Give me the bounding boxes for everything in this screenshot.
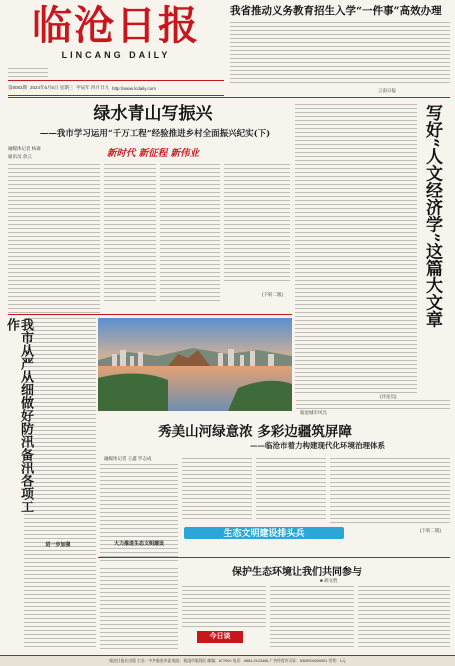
left-column-title: 我市从严从细做好防汛备汛各项工作 xyxy=(4,318,33,513)
masthead-title: 临沧日报 xyxy=(32,2,200,49)
second-story-col-2 xyxy=(182,458,252,522)
top-story-headline: 我省推动义务教育招生入学“一件事”高效办理 xyxy=(230,5,442,17)
third-story-title: 保护生态环境让我们共同参与 xyxy=(232,567,362,578)
second-story-subtitle: ——临沧市着力构建现代化环境治理体系 xyxy=(250,441,385,450)
third-story-byline: ■ 胡文胜 xyxy=(320,578,338,583)
second-story-byline: 融媒体记者 王鑫 罗志成 xyxy=(104,456,152,461)
left-column-body xyxy=(24,318,96,648)
lead-byline-2: 通讯员 余云 xyxy=(8,154,32,159)
third-story-col-1 xyxy=(182,586,266,630)
second-story-end-note: (下转二版) xyxy=(420,528,441,533)
ecology-banner: 生态文明建设排头兵 xyxy=(184,527,344,539)
second-story-subhead: 大力推进生态文明建设 xyxy=(113,541,164,547)
lead-story-col-3 xyxy=(160,164,220,304)
today-talk-label: 今日谈 xyxy=(197,631,243,643)
top-story-body xyxy=(230,22,450,86)
divider xyxy=(8,314,292,315)
city-photo-image xyxy=(98,318,292,411)
city-photo xyxy=(98,318,292,411)
lead-byline-1: 融媒体记者 杨森 xyxy=(8,146,41,151)
slogan: 新时代 新征程 新伟业 xyxy=(106,148,200,159)
divider xyxy=(8,97,450,98)
col-left-bottom xyxy=(100,568,178,650)
lunar-date: 甲辰年 四月廿九 xyxy=(76,85,110,90)
photo-caption: 临沧城市风光 xyxy=(300,410,327,415)
third-story-col-2 xyxy=(270,586,354,648)
right-column-title: 写好“人文经济学”这篇大文章 xyxy=(422,104,442,328)
lead-end-note: (下转二版) xyxy=(262,292,283,297)
right-column-body xyxy=(295,104,417,394)
publisher-info xyxy=(8,68,48,78)
second-story-col-3 xyxy=(256,458,326,522)
issue-date: 2024年6月5日 星期三 xyxy=(30,85,74,90)
top-story-source: 云南日报 xyxy=(378,88,396,93)
third-story-col-3 xyxy=(358,586,450,648)
second-story-col-4 xyxy=(330,458,450,526)
left-column-subhead: 进一步加强 xyxy=(45,542,71,548)
second-story-col-1 xyxy=(100,464,178,564)
lead-story-col-2 xyxy=(104,164,156,304)
lead-story-col-4 xyxy=(224,164,290,284)
masthead-subtitle: LINCANG DAILY xyxy=(61,50,171,60)
lead-story-title: 绿水青山写振兴 xyxy=(93,104,213,124)
right-column-note: (评论员) xyxy=(380,394,397,399)
website: http://www.lcdaily.com xyxy=(112,85,156,91)
second-story-title: 秀美山河绿意浓 多彩边疆筑屏障 xyxy=(158,424,352,440)
issue-info-bar xyxy=(8,80,224,96)
issue-number: 第8083期 xyxy=(8,85,28,90)
lead-story-subtitle: ——我市学习运用“千万工程”经验推进乡村全面振兴纪实(下) xyxy=(39,129,271,139)
lead-story-col-1 xyxy=(8,164,100,314)
divider xyxy=(98,557,450,558)
masthead xyxy=(8,4,224,70)
footer: 临沧日报社出版 主办：中共临沧市委 地址：临沧市临翔区 邮编：677000 电话：0883-2123456 广告经营许可证：5309004000001 零售：1元 xyxy=(0,655,455,666)
